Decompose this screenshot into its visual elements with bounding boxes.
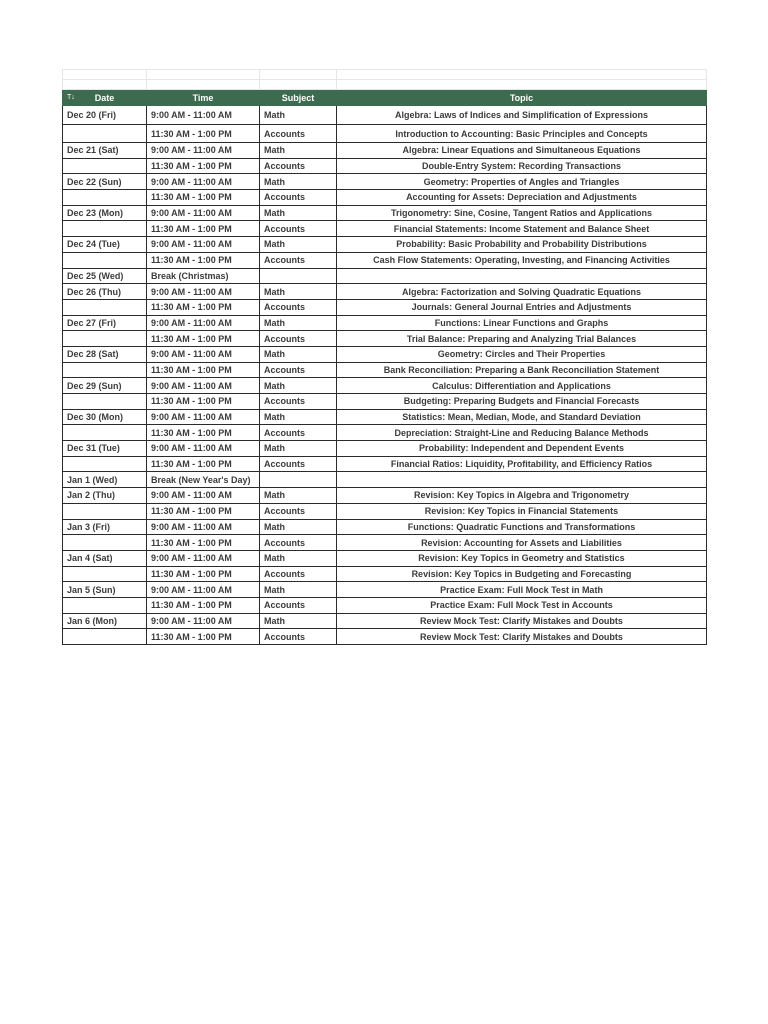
subject-cell[interactable]: Math [260, 409, 337, 425]
subject-cell[interactable] [260, 268, 337, 284]
table-row [63, 519, 707, 535]
subject-cell[interactable]: Accounts [260, 252, 337, 268]
time-cell[interactable]: 11:30 AM - 1:00 PM [147, 190, 260, 206]
table-row [63, 268, 707, 284]
table-row [63, 597, 707, 613]
subject-cell[interactable]: Math [260, 284, 337, 300]
topic-cell[interactable]: Depreciation: Straight-Line and Reducing Balance Methods [337, 425, 707, 441]
time-cell[interactable]: 11:30 AM - 1:00 PM [147, 597, 260, 613]
topic-cell[interactable]: Revision: Key Topics in Financial Statements [337, 503, 707, 519]
time-cell[interactable]: 9:00 AM - 11:00 AM [147, 143, 260, 159]
date-cell[interactable] [63, 252, 147, 268]
date-cell[interactable] [63, 503, 147, 519]
date-cell[interactable]: Dec 21 (Sat) [63, 143, 147, 159]
topic-cell[interactable]: Probability: Basic Probability and Probability Distributions [337, 237, 707, 253]
topic-cell[interactable]: Algebra: Linear Equations and Simultaneous Equations [337, 143, 707, 159]
table-row [63, 566, 707, 582]
subject-cell[interactable]: Math [260, 315, 337, 331]
topic-cell[interactable]: Statistics: Mean, Median, Mode, and Standard Deviation [337, 409, 707, 425]
time-cell[interactable]: 9:00 AM - 11:00 AM [147, 205, 260, 221]
date-cell[interactable]: Dec 30 (Mon) [63, 409, 147, 425]
time-cell[interactable]: 11:30 AM - 1:00 PM [147, 362, 260, 378]
subject-cell[interactable]: Math [260, 378, 337, 394]
topic-cell[interactable]: Revision: Key Topics in Geometry and Statistics [337, 550, 707, 566]
date-cell[interactable] [63, 125, 147, 143]
table-row [63, 205, 707, 221]
date-cell[interactable] [63, 362, 147, 378]
table-row [63, 106, 707, 125]
table-row [63, 143, 707, 159]
date-cell[interactable] [63, 221, 147, 237]
subject-cell[interactable]: Accounts [260, 394, 337, 410]
time-cell[interactable]: 9:00 AM - 11:00 AM [147, 613, 260, 629]
time-cell[interactable]: 11:30 AM - 1:00 PM [147, 252, 260, 268]
date-cell[interactable] [63, 629, 147, 645]
filter-icon[interactable]: T↓ [67, 94, 75, 101]
table-row [63, 315, 707, 331]
date-cell[interactable] [63, 158, 147, 174]
topic-cell[interactable]: Financial Statements: Income Statement and Balance Sheet [337, 221, 707, 237]
table-row [63, 550, 707, 566]
subject-cell[interactable]: Accounts [260, 456, 337, 472]
time-cell[interactable]: 11:30 AM - 1:00 PM [147, 425, 260, 441]
date-cell[interactable]: Dec 25 (Wed) [63, 268, 147, 284]
table-row [63, 158, 707, 174]
subject-cell[interactable]: Accounts [260, 629, 337, 645]
subject-cell[interactable]: Math [260, 550, 337, 566]
topic-cell[interactable]: Practice Exam: Full Mock Test in Math [337, 582, 707, 598]
date-cell[interactable] [63, 394, 147, 410]
table-row [63, 582, 707, 598]
topic-cell[interactable] [337, 268, 707, 284]
subject-cell[interactable]: Accounts [260, 299, 337, 315]
subject-cell[interactable]: Math [260, 613, 337, 629]
header-subject[interactable]: Subject [260, 90, 337, 106]
topic-cell[interactable]: Revision: Accounting for Assets and Liabilities [337, 535, 707, 551]
table-row [63, 472, 707, 488]
subject-cell[interactable]: Accounts [260, 331, 337, 347]
date-cell[interactable]: Jan 1 (Wed) [63, 472, 147, 488]
topic-cell[interactable]: Functions: Linear Functions and Graphs [337, 315, 707, 331]
blank-cell[interactable] [337, 70, 707, 80]
time-cell[interactable]: 9:00 AM - 11:00 AM [147, 519, 260, 535]
topic-cell[interactable]: Journals: General Journal Entries and Adjustments [337, 299, 707, 315]
time-cell[interactable]: 11:30 AM - 1:00 PM [147, 535, 260, 551]
topic-cell[interactable]: Introduction to Accounting: Basic Principles and Concepts [337, 125, 707, 143]
table-row [63, 190, 707, 206]
blank-row [63, 70, 707, 80]
date-cell[interactable] [63, 299, 147, 315]
subject-cell[interactable]: Accounts [260, 190, 337, 206]
date-cell[interactable]: Jan 3 (Fri) [63, 519, 147, 535]
topic-cell[interactable]: Practice Exam: Full Mock Test in Accounts [337, 597, 707, 613]
topic-cell[interactable]: Algebra: Laws of Indices and Simplification of Expressions [337, 106, 707, 125]
table-row [63, 284, 707, 300]
topic-cell[interactable]: Geometry: Circles and Their Properties [337, 346, 707, 362]
date-cell[interactable]: Dec 23 (Mon) [63, 205, 147, 221]
topic-cell[interactable]: Review Mock Test: Clarify Mistakes and Doubts [337, 629, 707, 645]
subject-cell[interactable]: Accounts [260, 362, 337, 378]
blank-cell[interactable] [260, 70, 337, 80]
header-date[interactable] [63, 90, 147, 106]
subject-cell[interactable]: Accounts [260, 221, 337, 237]
table-row [63, 409, 707, 425]
topic-cell[interactable]: Review Mock Test: Clarify Mistakes and Doubts [337, 613, 707, 629]
topic-cell[interactable]: Cash Flow Statements: Operating, Investing, and Financing Activities [337, 252, 707, 268]
time-cell[interactable]: 11:30 AM - 1:00 PM [147, 503, 260, 519]
table-row [63, 425, 707, 441]
time-cell[interactable]: 9:00 AM - 11:00 AM [147, 174, 260, 190]
date-cell[interactable]: Jan 5 (Sun) [63, 582, 147, 598]
blank-cell[interactable] [260, 80, 337, 90]
subject-cell[interactable] [260, 472, 337, 488]
subject-cell[interactable]: Math [260, 582, 337, 598]
table-row [63, 503, 707, 519]
topic-cell[interactable]: Probability: Independent and Dependent Events [337, 441, 707, 457]
subject-cell[interactable]: Math [260, 106, 337, 125]
date-cell[interactable] [63, 425, 147, 441]
time-cell[interactable]: 9:00 AM - 11:00 AM [147, 378, 260, 394]
schedule-body [63, 106, 707, 645]
subject-cell[interactable]: Accounts [260, 158, 337, 174]
time-cell[interactable]: 9:00 AM - 11:00 AM [147, 106, 260, 125]
time-cell[interactable]: 11:30 AM - 1:00 PM [147, 629, 260, 645]
date-cell[interactable] [63, 190, 147, 206]
header-topic[interactable]: Topic [337, 90, 707, 106]
table-row [63, 237, 707, 253]
date-cell[interactable]: Dec 20 (Fri) [63, 106, 147, 125]
date-cell[interactable] [63, 597, 147, 613]
topic-cell[interactable]: Double-Entry System: Recording Transactions [337, 158, 707, 174]
table-row [63, 394, 707, 410]
subject-cell[interactable]: Math [260, 174, 337, 190]
time-cell[interactable]: Break (Christmas) [147, 268, 260, 284]
time-cell[interactable]: 9:00 AM - 11:00 AM [147, 550, 260, 566]
time-cell[interactable]: 9:00 AM - 11:00 AM [147, 488, 260, 504]
time-cell[interactable]: 11:30 AM - 1:00 PM [147, 158, 260, 174]
date-cell[interactable]: Dec 24 (Tue) [63, 237, 147, 253]
schedule-sheet [62, 69, 706, 645]
time-cell[interactable]: Break (New Year's Day) [147, 472, 260, 488]
time-cell[interactable]: 9:00 AM - 11:00 AM [147, 441, 260, 457]
topic-cell[interactable]: Algebra: Factorization and Solving Quadratic Equations [337, 284, 707, 300]
table-row [63, 613, 707, 629]
subject-cell[interactable]: Accounts [260, 125, 337, 143]
topic-cell[interactable]: Trigonometry: Sine, Cosine, Tangent Ratios and Applications [337, 205, 707, 221]
time-cell[interactable]: 11:30 AM - 1:00 PM [147, 456, 260, 472]
topic-cell[interactable]: Trial Balance: Preparing and Analyzing Trial Balances [337, 331, 707, 347]
date-cell[interactable]: Dec 31 (Tue) [63, 441, 147, 457]
table-row [63, 252, 707, 268]
table-row [63, 331, 707, 347]
schedule-table [62, 69, 707, 645]
time-cell[interactable]: 9:00 AM - 11:00 AM [147, 315, 260, 331]
topic-cell[interactable]: Revision: Key Topics in Algebra and Trigonometry [337, 488, 707, 504]
subject-cell[interactable]: Math [260, 346, 337, 362]
table-row [63, 629, 707, 645]
subject-cell[interactable]: Accounts [260, 535, 337, 551]
time-cell[interactable]: 9:00 AM - 11:00 AM [147, 409, 260, 425]
table-row [63, 299, 707, 315]
date-cell[interactable] [63, 535, 147, 551]
table-row [63, 456, 707, 472]
table-row [63, 441, 707, 457]
time-cell[interactable]: 11:30 AM - 1:00 PM [147, 299, 260, 315]
topic-cell[interactable]: Budgeting: Preparing Budgets and Financial Forecasts [337, 394, 707, 410]
table-row [63, 346, 707, 362]
date-cell[interactable]: Dec 27 (Fri) [63, 315, 147, 331]
subject-cell[interactable]: Math [260, 237, 337, 253]
topic-cell[interactable]: Accounting for Assets: Depreciation and Adjustments [337, 190, 707, 206]
date-cell[interactable]: Jan 6 (Mon) [63, 613, 147, 629]
blank-cell[interactable] [63, 80, 147, 90]
table-row [63, 174, 707, 190]
date-cell[interactable] [63, 456, 147, 472]
topic-cell[interactable]: Bank Reconciliation: Preparing a Bank Reconciliation Statement [337, 362, 707, 378]
topic-cell[interactable]: Geometry: Properties of Angles and Triangles [337, 174, 707, 190]
blank-row [63, 80, 707, 90]
table-row [63, 378, 707, 394]
blank-cell[interactable] [337, 80, 707, 90]
subject-cell[interactable]: Math [260, 441, 337, 457]
topic-cell[interactable]: Functions: Quadratic Functions and Transformations [337, 519, 707, 535]
time-cell[interactable]: 11:30 AM - 1:00 PM [147, 331, 260, 347]
table-row [63, 362, 707, 378]
header-time[interactable]: Time [147, 90, 260, 106]
subject-cell[interactable]: Math [260, 519, 337, 535]
date-cell[interactable]: Dec 28 (Sat) [63, 346, 147, 362]
blank-cell[interactable] [63, 70, 147, 80]
subject-cell[interactable]: Math [260, 143, 337, 159]
header-row [63, 90, 707, 106]
time-cell[interactable]: 9:00 AM - 11:00 AM [147, 284, 260, 300]
table-row [63, 488, 707, 504]
date-cell[interactable]: Dec 22 (Sun) [63, 174, 147, 190]
date-cell[interactable]: Dec 29 (Sun) [63, 378, 147, 394]
topic-cell[interactable]: Revision: Key Topics in Budgeting and Forecasting [337, 566, 707, 582]
topic-cell[interactable]: Financial Ratios: Liquidity, Profitability, and Efficiency Ratios [337, 456, 707, 472]
table-row [63, 535, 707, 551]
time-cell[interactable]: 11:30 AM - 1:00 PM [147, 394, 260, 410]
date-cell[interactable]: Dec 26 (Thu) [63, 284, 147, 300]
date-cell[interactable]: Jan 4 (Sat) [63, 550, 147, 566]
topic-cell[interactable] [337, 472, 707, 488]
subject-cell[interactable]: Accounts [260, 503, 337, 519]
time-cell[interactable]: 9:00 AM - 11:00 AM [147, 237, 260, 253]
subject-cell[interactable]: Accounts [260, 566, 337, 582]
subject-cell[interactable]: Accounts [260, 597, 337, 613]
time-cell[interactable]: 11:30 AM - 1:00 PM [147, 566, 260, 582]
header-date-label: Date [94, 92, 115, 103]
date-cell[interactable] [63, 331, 147, 347]
date-cell[interactable] [63, 566, 147, 582]
time-cell[interactable]: 9:00 AM - 11:00 AM [147, 582, 260, 598]
subject-cell[interactable]: Math [260, 488, 337, 504]
time-cell[interactable]: 11:30 AM - 1:00 PM [147, 125, 260, 143]
date-cell[interactable]: Jan 2 (Thu) [63, 488, 147, 504]
topic-cell[interactable]: Calculus: Differentiation and Applications [337, 378, 707, 394]
time-cell[interactable]: 11:30 AM - 1:00 PM [147, 221, 260, 237]
blank-cell[interactable] [147, 80, 260, 90]
table-row [63, 125, 707, 143]
subject-cell[interactable]: Math [260, 205, 337, 221]
table-row [63, 221, 707, 237]
time-cell[interactable]: 9:00 AM - 11:00 AM [147, 346, 260, 362]
blank-cell[interactable] [147, 70, 260, 80]
subject-cell[interactable]: Accounts [260, 425, 337, 441]
